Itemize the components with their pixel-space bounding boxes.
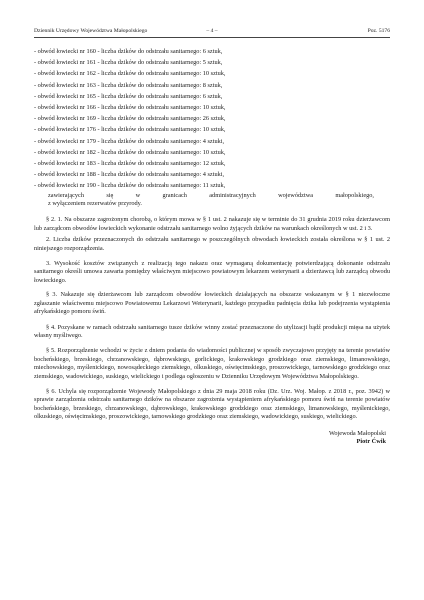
- list-item: - obwód łowiecki nr 169 - liczba dzików do odstrzału sanitarnego: 26 sztuk,: [34, 115, 226, 123]
- clause-word: administracyjnych: [209, 192, 256, 200]
- clause-word: granicach: [162, 192, 187, 200]
- list-item: - obwód łowiecki nr 162 - liczba dzików do odstrzału sanitarnego: 10 sztuk,: [34, 70, 226, 78]
- journal-title: Dziennik Urzędowy Województwa Małopolskiego: [34, 28, 148, 34]
- signatory-name: Piotr Ćwik: [356, 437, 386, 445]
- document-body: [34, 46, 390, 446]
- list-item: - obwód łowiecki nr 161 - liczba dzików do odstrzału sanitarnego: 5 sztuk,: [34, 59, 223, 67]
- clause-word: małopolskiego,: [335, 192, 374, 200]
- list-item: - obwód łowiecki nr 182 - liczba dzików do odstrzału sanitarnego: 10 sztuk,: [34, 148, 226, 156]
- page-number: – 4 –: [206, 28, 218, 34]
- paragraph-2-2: 2. Liczba dzików przeznaczonych do odstrzału sanitarnego w poszczególnych obwodach łowieckich została określona w § 1 ust. 2 niniejszego rozporządzenia.: [34, 236, 390, 252]
- clause-word: województwa: [278, 192, 314, 200]
- signatory-role: Wojewoda Małopolski: [328, 429, 386, 437]
- list-item: - obwód łowiecki nr 190 - liczba dzików do odstrzału sanitarnego: 11 sztuk,: [34, 182, 226, 190]
- list-item: - obwód łowiecki nr 183 - liczba dzików do odstrzału sanitarnego: 12 sztuk,: [34, 159, 226, 167]
- clause-word: zawierających: [48, 192, 85, 200]
- signature-block: [34, 430, 390, 447]
- paragraph-3: § 3. Nakazuje się dzierżawcom lub zarządcom obwodów łowieckich działających na obszarze wskazanym w § 1 niezwłoczne zgłaszanie właściwemu miejscowo Powiatowemu Lekarzowi Weterynarii, każdego przypadku padnięcia dzika lub podejrzenia wystąpienia afrykańskiego pomoru świń.: [34, 291, 390, 316]
- position-number: Poz. 5176: [367, 28, 390, 34]
- list-item: - obwód łowiecki nr 188 - liczba dzików do odstrzału sanitarnego: 4 sztuki,: [34, 171, 225, 179]
- clause-word: się: [106, 192, 114, 200]
- territory-clause: [34, 192, 390, 208]
- list-item: - obwód łowiecki nr 160 - liczba dzików do odstrzału sanitarnego: 6 sztuk,: [34, 48, 223, 55]
- paragraph-6: § 6. Uchyla się rozporządzenie Wojewody Małopolskiego z dnia 29 maja 2018 roku (Dz. Urz. Woj. Małop. z 2018 r., poz. 3942) w sprawie zarządzenia odstrzału sanitarnego dzików na obszarze zagrożenia wystąpieniem afrykańskiego pomoru świń na terenie powiatów bocheńskiego, brzeskiego, chrzanowskiego, dąbrowskiego, krakowskiego grodzkiego oraz ziemskiego, limanowskiego, myślenickiego, olkuskiego, oświęcimskiego, proszowickiego, tarnowskiego grodzkiego oraz ziemskiego, wadowickiego, suskiego, wielickiego.: [34, 387, 390, 421]
- territory-clause-line2: z wyłączeniem rezerwatów przyrody.: [48, 200, 142, 208]
- list-item: - obwód łowiecki nr 166 - liczba dzików do odstrzału sanitarnego: 10 sztuk,: [34, 103, 226, 111]
- clause-word: w: [135, 192, 141, 200]
- list-item: - obwód łowiecki nr 179 - liczba dzików do odstrzału sanitarnego: 4 sztuki,: [34, 137, 225, 145]
- territory-clause-line1: [48, 192, 374, 200]
- list-item: - obwód łowiecki nr 165 - liczba dzików do odstrzału sanitarnego: 6 sztuk,: [34, 92, 223, 100]
- hunting-district-list: [34, 46, 390, 191]
- paragraph-5: § 5. Rozporządzenie wchodzi w życie z dniem podania do wiadomości publicznej w sposób zwyczajowo przyjęty na terenie powiatów bocheńskiego, brzeskiego, chrzanowskiego, dąbrowskiego, gorlickiego, krakowskiego grodzkiego oraz ziemskiego, limanowskiego, miechowskiego, myślenickiego, nowosądeckiego ziemskiego, olkuskiego, oświęcimskiego, proszowickiego, tarnowskiego grodzkiego oraz ziemskiego, wadowickiego, suskiego, wielickiego i podlega ogłoszeniu w Dzienniku Urzędowym Województwa Małopolskiego.: [34, 347, 390, 380]
- paragraph-4: § 4. Pozyskane w ramach odstrzału sanitarnego tusze dzików winny zostać przeznaczone do utylizacji bądź produkcji mięsa na użytek własny myśliwego.: [34, 323, 390, 339]
- paragraph-2-3: 3. Wysokość kosztów związanych z realizacją tego nakazu oraz wymaganą dokumentację potwierdzającą dokonanie odstrzału sanitarnego określi umowa zawarta pomiędzy właściwym miejscowo powiatowym lekarzem weterynarii a dzierżawcą lub zarządcą obwodu łowieckiego.: [34, 260, 390, 284]
- paragraph-2-1: § 2. 1. Na obszarze zagrożonym chorobą, o którym mowa w § 1 ust. 2 nakazuje się w terminie do 31 grudnia 2019 roku dzierżawcom lub zarządcom obwodów łowieckich wykonanie odstrzału sanitarnego wolno żyjących dzików na warunkach określonych w ust. 2 i 3.: [34, 216, 390, 232]
- list-item: - obwód łowiecki nr 163 - liczba dzików do odstrzału sanitarnego: 8 sztuk,: [34, 81, 223, 89]
- page-header: [34, 27, 390, 38]
- list-item: - obwód łowiecki nr 176 - liczba dzików do odstrzału sanitarnego: 10 sztuk,: [34, 126, 226, 134]
